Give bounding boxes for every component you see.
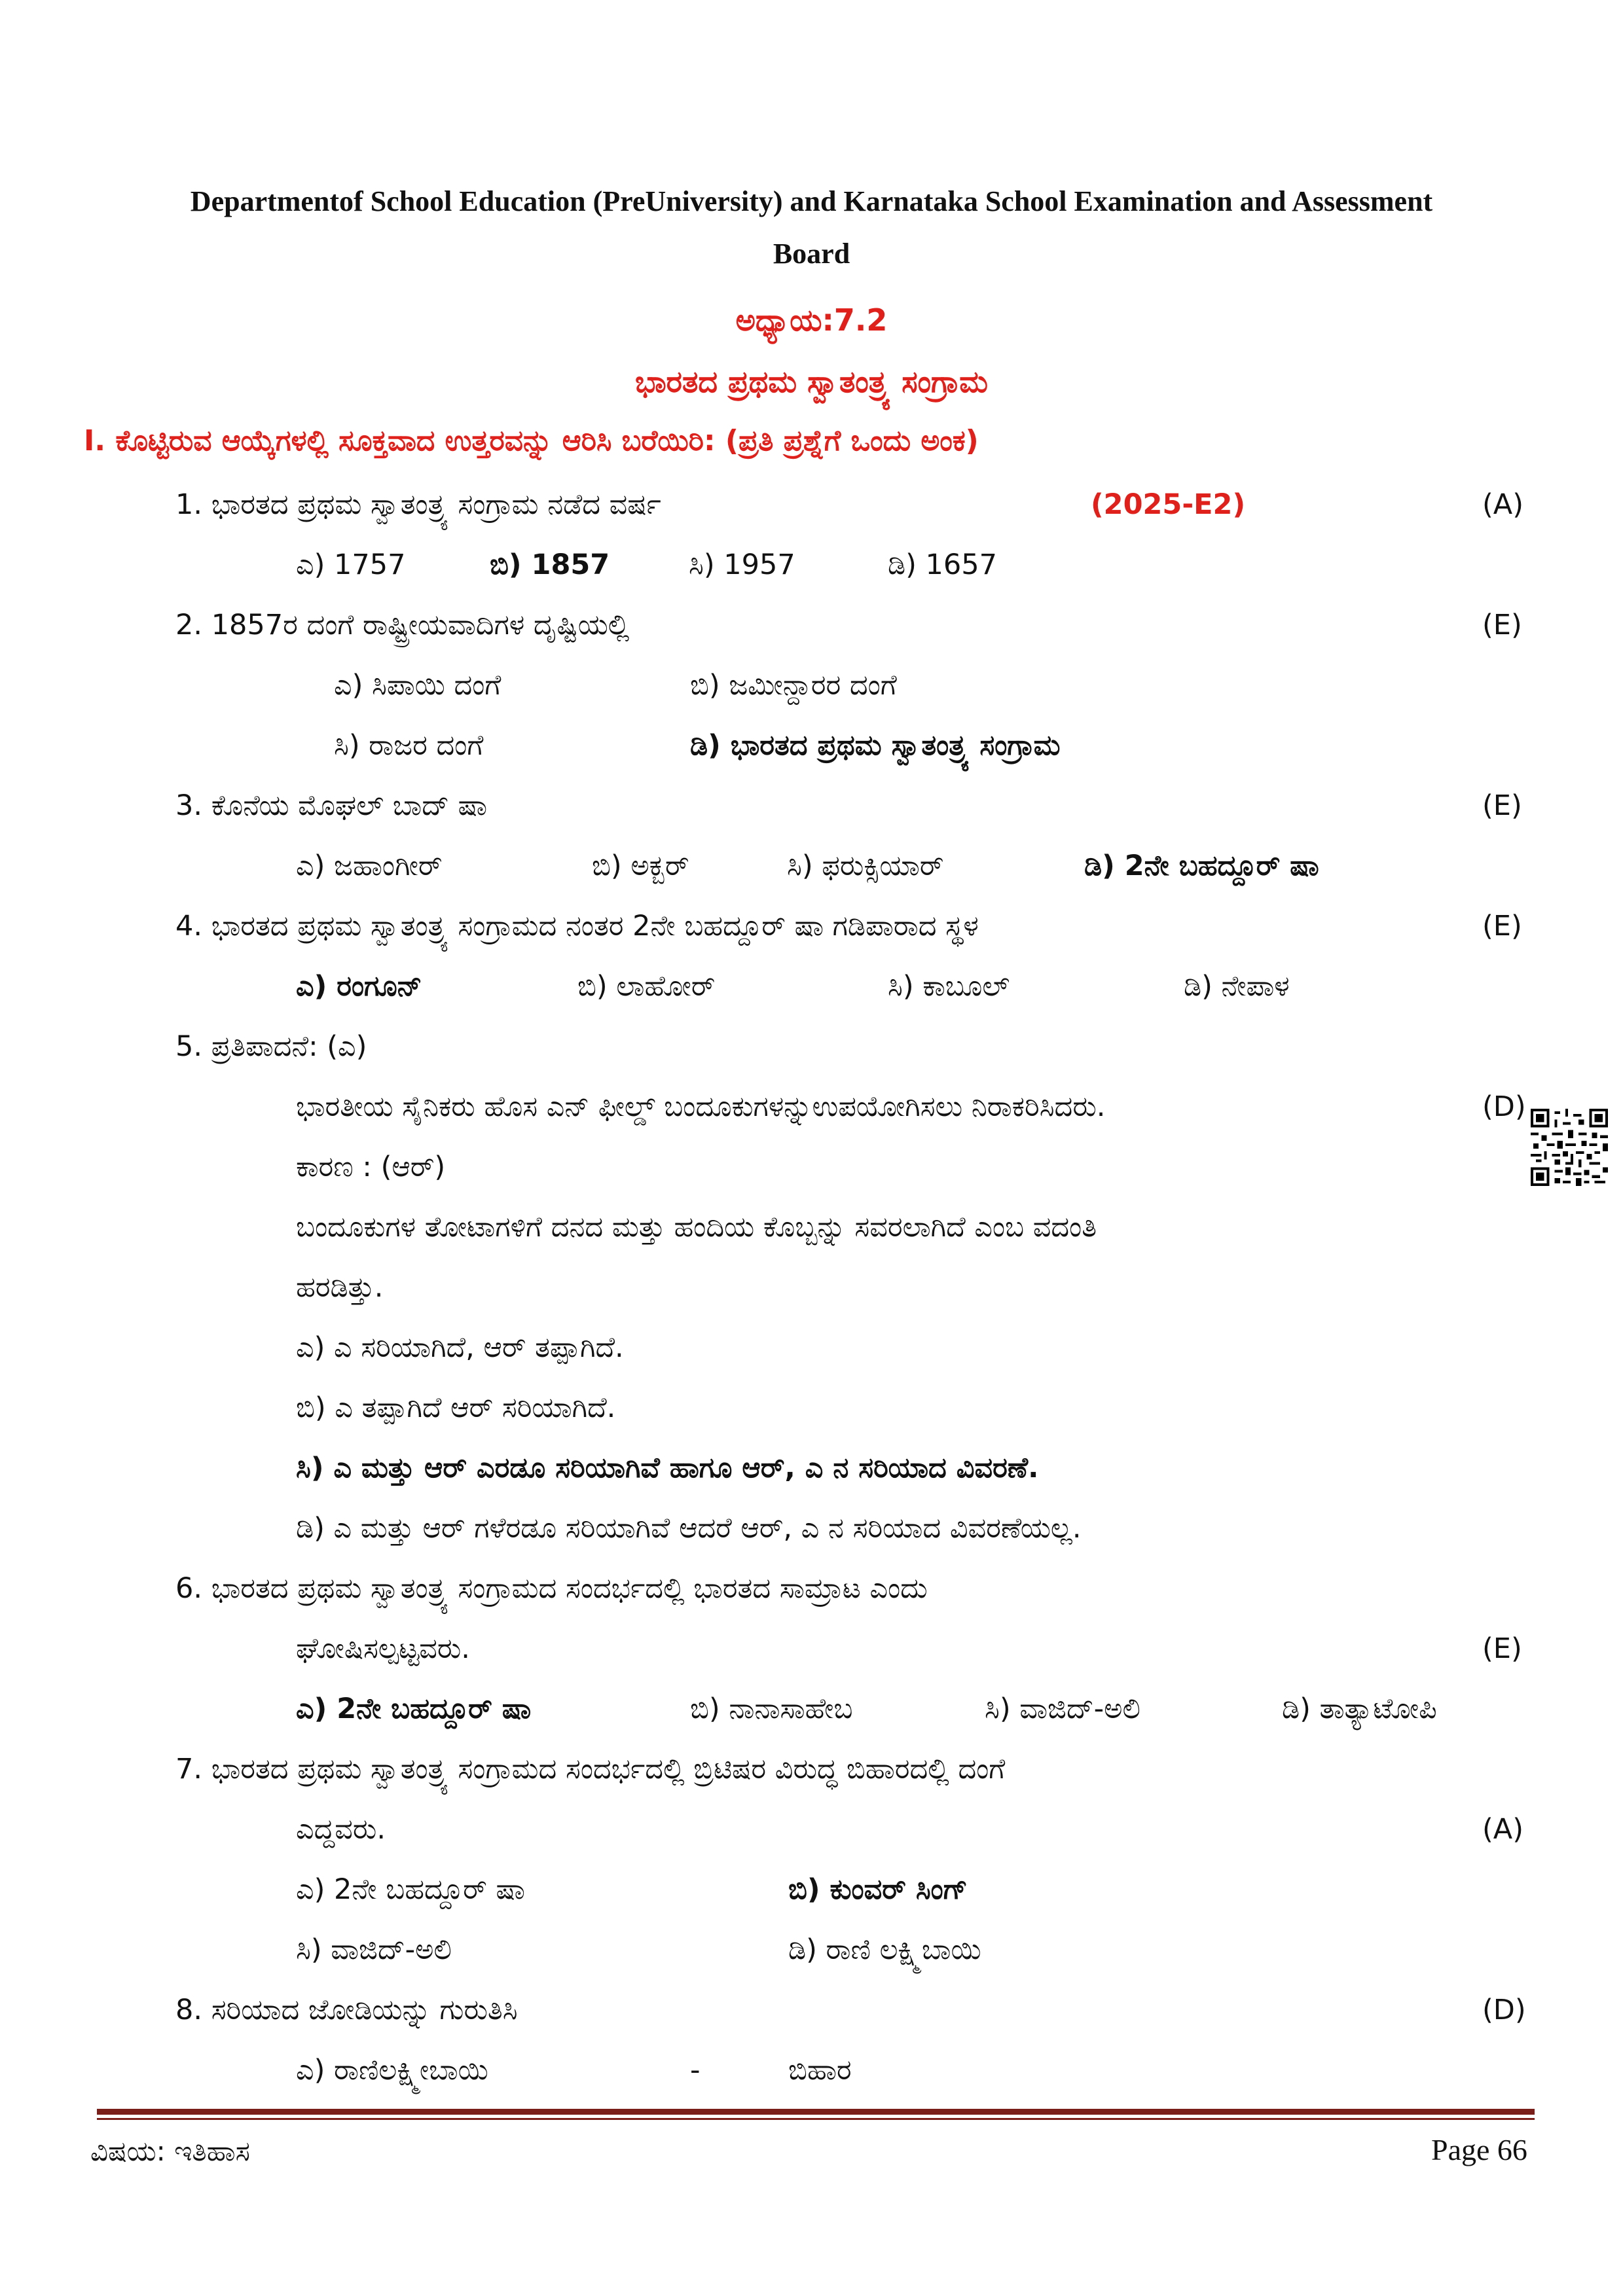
q5-reason-line2: ಹರಡಿತ್ತು. (296, 1271, 384, 1304)
q5-option-c-answer: ಸಿ) ಎ ಮತ್ತು ಆರ್ ಎರಡೂ ಸರಿಯಾಗಿವೆ ಹಾಗೂ ಆರ್, ಎ ನ ಸರಿಯಾದ ವಿವರಣೆ. (296, 1452, 1039, 1484)
question-2: 2. 1857ರ ದಂಗೆ ರಾಷ್ಟ್ರೀಯವಾದಿಗಳ ದೃಷ್ಟಿಯಲ್ಲಿ (175, 609, 630, 641)
q5-assertion: ಭಾರತೀಯ ಸೈನಿಕರು ಹೊಸ ಎನ್ ಫೀಲ್ಡ್ ಬಂದೂಕುಗಳನ್ನುಉಪಯೋಗಿಸಲು ನಿರಾಕರಿಸಿದರು. (296, 1090, 1106, 1123)
question-8-code: (D) (1482, 1994, 1526, 2026)
question-5-code: (D) (1482, 1090, 1526, 1123)
q4-option-d: ಡಿ) ನೇಪಾಳ (1184, 970, 1290, 1003)
footer-rule-thin (97, 2118, 1535, 2120)
q6-option-c: ಸಿ) ವಾಜಿದ್-ಅಲಿ (985, 1693, 1140, 1725)
question-6: 6. ಭಾರತದ ಪ್ರಥಮ ಸ್ವಾತಂತ್ರ್ಯ ಸಂಗ್ರಾಮದ ಸಂದರ್ಭದಲ್ಲಿ ಭಾರತದ ಸಾಮ್ರಾಟ ಎಂದು (175, 1572, 928, 1605)
question-7-continued: ಎದ್ದವರು. (296, 1813, 386, 1846)
q2-option-b: ಬಿ) ಜಮೀನ್ದಾರರ ದಂಗೆ (690, 669, 897, 702)
board-title-line1: Departmentof School Education (PreUniversity) and Karnataka School Examination and Assessment (190, 185, 1433, 217)
q3-option-d-answer: ಡಿ) 2ನೇ ಬಹದ್ದೂರ್ ಷಾ (1084, 850, 1319, 882)
q4-option-a-answer: ಎ) ರಂಗೂನ್ (296, 970, 422, 1003)
question-5: 5. ಪ್ರತಿಪಾದನೆ: (ಎ) (175, 1030, 367, 1063)
q7-option-b-answer: ಬಿ) ಕುಂವರ್ ಸಿಂಗ್ (788, 1873, 968, 1906)
q5-reason-line1: ಬಂದೂಕುಗಳ ತೋಟಾಗಳಿಗೆ ದನದ ಮತ್ತು ಹಂದಿಯ ಕೊಬ್ಬನ್ನು ಸವರಲಾಗಿದೆ ಎಂಬ ವದಂತಿ (296, 1211, 1097, 1244)
q7-option-a: ಎ) 2ನೇ ಬಹದ್ದೂರ್ ಷಾ (296, 1873, 525, 1906)
q5-option-b: ಬಿ) ಎ ತಪ್ಪಾಗಿದೆ ಆರ್ ಸರಿಯಾಗಿದೆ. (296, 1391, 616, 1424)
q2-option-a: ಎ) ಸಿಪಾಯಿ ದಂಗೆ (334, 669, 501, 702)
q1-option-b-answer: ಬಿ) 1857 (490, 548, 610, 581)
question-1: 1. ಭಾರತದ ಪ್ರಥಮ ಸ್ವಾತಂತ್ರ್ಯ ಸಂಗ್ರಾಮ ನಡೆದ ವರ್ಷ (175, 488, 661, 521)
q4-option-b: ಬಿ) ಲಾಹೋರ್ (577, 970, 716, 1003)
question-1-tag: (2025-E2) (1091, 488, 1246, 521)
question-6-code: (E) (1482, 1632, 1522, 1665)
question-4-code: (E) (1482, 910, 1522, 942)
q7-option-d: ಡಿ) ರಾಣಿ ಲಕ್ಷ್ಮಿಬಾಯಿ (788, 1933, 981, 1966)
qr-code-icon (1531, 1109, 1608, 1186)
q2-option-d-answer: ಡಿ) ಭಾರತದ ಪ್ರಥಮ ಸ್ವಾತಂತ್ರ್ಯ ಸಂಗ್ರಾಮ (690, 729, 1061, 762)
chapter-number: ಅಧ್ಯಾಯ:7.2 (735, 302, 888, 338)
question-6-continued: ಘೋಷಿಸಲ್ಪಟ್ಟವರು. (296, 1632, 470, 1665)
footer-subject: ವಿಷಯ: ಇತಿಹಾಸ (90, 2135, 250, 2167)
q1-option-c: ಸಿ) 1957 (689, 548, 795, 581)
page-number: Page 66 (1431, 2133, 1527, 2166)
q5-option-d: ಡಿ) ಎ ಮತ್ತು ಆರ್ ಗಳೆರಡೂ ಸರಿಯಾಗಿವೆ ಆದರೆ ಆರ್, ಎ ನ ಸರಿಯಾದ ವಿವರಣೆಯಲ್ಲ. (296, 1512, 1082, 1545)
lesson-title: ಭಾರತದ ಪ್ರಥಮ ಸ್ವಾತಂತ್ರ್ಯ ಸಂಗ್ರಾಮ (635, 364, 988, 399)
q8-pair-right: ಬಿಹಾರ (788, 2054, 852, 2087)
question-2-code: (E) (1482, 609, 1522, 641)
section-heading: I. ಕೊಟ್ಟಿರುವ ಆಯ್ಕೆಗಳಲ್ಲಿ ಸೂಕ್ತವಾದ ಉತ್ತರವನ್ನು ಆರಿಸಿ ಬರೆಯಿರಿ: (ಪ್ರತಿ ಪ್ರಶ್ನೆಗೆ ಒಂದು ಅಂಕ) (84, 424, 979, 457)
q3-option-b: ಬಿ) ಅಕ್ಬರ್ (592, 850, 689, 882)
footer-rule-thick (97, 2109, 1535, 2115)
q8-pair-dash: - (690, 2054, 701, 2087)
board-title-line2: Board (773, 238, 850, 270)
question-3: 3. ಕೊನೆಯ ಮೊಘಲ್ ಬಾದ್ ಷಾ (175, 789, 488, 822)
q1-option-d: ಡಿ) 1657 (888, 548, 997, 581)
q1-option-a: ಎ) 1757 (296, 548, 406, 581)
q6-option-d: ಡಿ) ತಾತ್ಯಾಟೋಪಿ (1282, 1693, 1437, 1725)
question-7-code: (A) (1482, 1813, 1523, 1846)
question-8: 8. ಸರಿಯಾದ ಜೋಡಿಯನ್ನು ಗುರುತಿಸಿ (175, 1994, 518, 2026)
q2-option-c: ಸಿ) ರಾಜರ ದಂಗೆ (334, 729, 484, 762)
q3-option-c: ಸಿ) ಫರುಕ್ಸಿಯಾರ್ (787, 850, 944, 882)
q7-option-c: ಸಿ) ವಾಜಿದ್-ಅಲಿ (296, 1933, 452, 1966)
q5-reason-label: ಕಾರಣ : (ಆರ್) (296, 1151, 446, 1183)
q8-pair-left: ಎ) ರಾಣಿಲಕ್ಷ್ಮೀಬಾಯಿ (296, 2054, 488, 2087)
q5-option-a: ಎ) ಎ ಸರಿಯಾಗಿದೆ, ಆರ್ ತಪ್ಪಾಗಿದೆ. (296, 1331, 624, 1364)
q4-option-c: ಸಿ) ಕಾಬೂಲ್ (888, 970, 1010, 1003)
question-4: 4. ಭಾರತದ ಪ್ರಥಮ ಸ್ವಾತಂತ್ರ್ಯ ಸಂಗ್ರಾಮದ ನಂತರ 2ನೇ ಬಹದ್ದೂರ್ ಷಾ ಗಡಿಪಾರಾದ ಸ್ಥಳ (175, 910, 979, 942)
q3-option-a: ಎ) ಜಹಾಂಗೀರ್ (296, 850, 443, 882)
question-7: 7. ಭಾರತದ ಪ್ರಥಮ ಸ್ವಾತಂತ್ರ್ಯ ಸಂಗ್ರಾಮದ ಸಂದರ್ಭದಲ್ಲಿ ಬ್ರಿಟಿಷರ ವಿರುದ್ಧ ಬಿಹಾರದಲ್ಲಿ ದಂಗೆ (175, 1753, 1006, 1785)
q6-option-a-answer: ಎ) 2ನೇ ಬಹದ್ದೂರ್ ಷಾ (296, 1693, 532, 1725)
question-1-code: (A) (1482, 488, 1523, 521)
q6-option-b: ಬಿ) ನಾನಾಸಾಹೇಬ (690, 1693, 853, 1725)
question-3-code: (E) (1482, 789, 1522, 822)
